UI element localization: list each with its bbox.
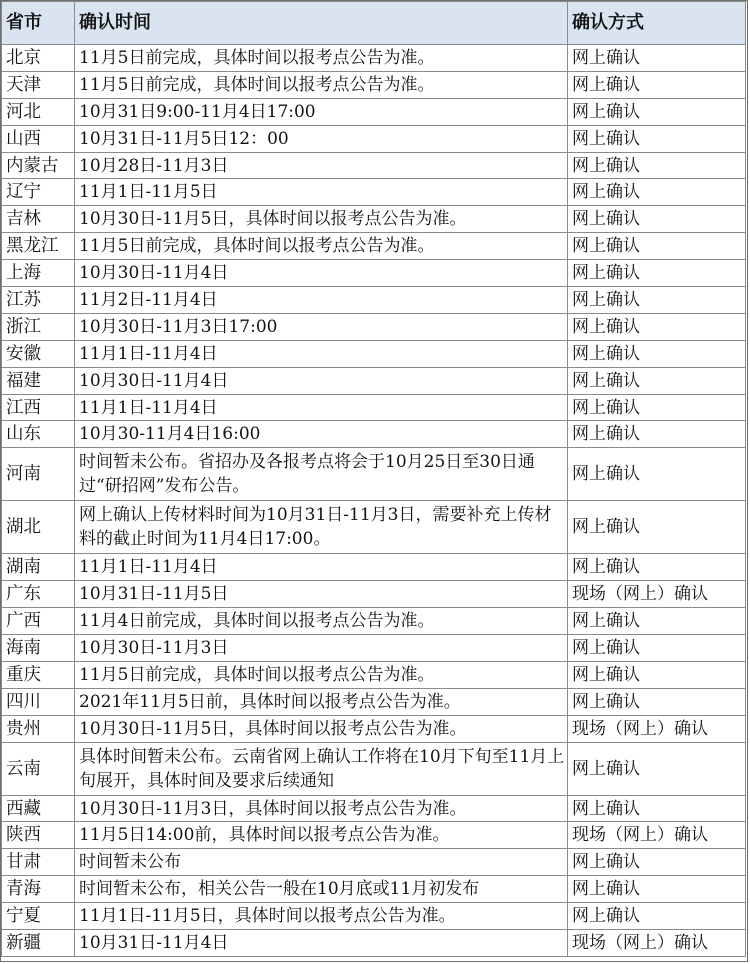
- province-cell: 陕西: [2, 822, 75, 849]
- province-cell: 福建: [2, 367, 75, 394]
- province-cell: 内蒙古: [2, 152, 75, 179]
- province-cell: 广东: [2, 581, 75, 608]
- province-cell: 宁夏: [2, 903, 75, 930]
- table-row: [2, 260, 746, 287]
- confirm-method-cell: 网上确认: [568, 448, 746, 501]
- province-cell: 天津: [2, 71, 75, 98]
- province-cell: 吉林: [2, 206, 75, 233]
- confirm-method-cell: 网上确认: [568, 742, 746, 795]
- confirm-time-cell: 11月5日前完成，具体时间以报考点公告为准。: [75, 661, 568, 688]
- confirm-time-cell: 10月30日-11月4日: [75, 260, 568, 287]
- province-cell: 重庆: [2, 661, 75, 688]
- header-confirm-time: 确认时间: [75, 2, 568, 45]
- confirm-method-cell: 网上确认: [568, 394, 746, 421]
- table-row: [2, 98, 746, 125]
- table-row: [2, 581, 746, 608]
- table-row: [2, 849, 746, 876]
- province-cell: 海南: [2, 635, 75, 662]
- table-row: [2, 313, 746, 340]
- province-cell: 西藏: [2, 795, 75, 822]
- table-row: [2, 822, 746, 849]
- confirm-time-cell: 10月28日-11月3日: [75, 152, 568, 179]
- confirm-method-cell: 网上确认: [568, 152, 746, 179]
- table-row: [2, 421, 746, 448]
- table-row: [2, 152, 746, 179]
- province-cell: 湖北: [2, 501, 75, 554]
- table-row: [2, 501, 746, 554]
- confirm-method-cell: 网上确认: [568, 849, 746, 876]
- confirm-method-cell: 网上确认: [568, 233, 746, 260]
- table-row: [2, 340, 746, 367]
- confirm-time-cell: 时间暂未公布: [75, 849, 568, 876]
- confirm-method-cell: 现场（网上）确认: [568, 822, 746, 849]
- province-cell: 浙江: [2, 313, 75, 340]
- province-cell: 河北: [2, 98, 75, 125]
- table-row: [2, 608, 746, 635]
- confirm-time-cell: 11月1日-11月5日，具体时间以报考点公告为准。: [75, 903, 568, 930]
- confirm-time-cell: 10月30日-11月5日，具体时间以报考点公告为准。: [75, 715, 568, 742]
- province-cell: 云南: [2, 742, 75, 795]
- confirm-time-cell: 时间暂未公布，相关公告一般在10月底或11月初发布: [75, 876, 568, 903]
- province-cell: 北京: [2, 45, 75, 72]
- table-row: [2, 930, 746, 957]
- confirm-time-cell: 10月31日-11月5日12：00: [75, 125, 568, 152]
- table-row: [2, 367, 746, 394]
- table-row: [2, 179, 746, 206]
- province-cell: 湖南: [2, 554, 75, 581]
- confirm-time-cell: 10月31日-11月4日: [75, 930, 568, 957]
- confirm-method-cell: 网上确认: [568, 125, 746, 152]
- province-cell: 江西: [2, 394, 75, 421]
- province-cell: 山西: [2, 125, 75, 152]
- table-row: [2, 448, 746, 501]
- province-cell: 山东: [2, 421, 75, 448]
- header-confirm-method: 确认方式: [568, 2, 746, 45]
- confirm-method-cell: 网上确认: [568, 876, 746, 903]
- confirm-time-cell: 11月1日-11月5日: [75, 179, 568, 206]
- confirm-method-cell: 现场（网上）确认: [568, 930, 746, 957]
- confirm-time-cell: 10月31日-11月5日: [75, 581, 568, 608]
- province-cell: 河南: [2, 448, 75, 501]
- table-row: [2, 45, 746, 72]
- table-row: [2, 742, 746, 795]
- confirm-time-cell: 11月1日-11月4日: [75, 340, 568, 367]
- confirm-method-cell: 网上确认: [568, 608, 746, 635]
- confirm-method-cell: 网上确认: [568, 903, 746, 930]
- confirm-time-cell: 10月31日9:00-11月4日17:00: [75, 98, 568, 125]
- province-cell: 辽宁: [2, 179, 75, 206]
- confirm-method-cell: 网上确认: [568, 661, 746, 688]
- province-cell: 四川: [2, 688, 75, 715]
- confirm-time-cell: 10月30-11月4日16:00: [75, 421, 568, 448]
- confirm-method-cell: 网上确认: [568, 179, 746, 206]
- confirm-method-cell: 网上确认: [568, 313, 746, 340]
- confirm-method-cell: 现场（网上）确认: [568, 715, 746, 742]
- confirm-time-cell: 10月30日-11月3日17:00: [75, 313, 568, 340]
- table-row: [2, 795, 746, 822]
- confirm-time-cell: 11月5日14:00前，具体时间以报考点公告为准。: [75, 822, 568, 849]
- table-row: [2, 715, 746, 742]
- header-row: [2, 2, 746, 45]
- province-cell: 安徽: [2, 340, 75, 367]
- table-row: [2, 688, 746, 715]
- confirm-method-cell: 网上确认: [568, 795, 746, 822]
- confirm-time-cell: 11月1日-11月4日: [75, 394, 568, 421]
- table-row: [2, 394, 746, 421]
- confirm-time-cell: 11月4日前完成，具体时间以报考点公告为准。: [75, 608, 568, 635]
- confirm-method-cell: 网上确认: [568, 71, 746, 98]
- province-cell: 黑龙江: [2, 233, 75, 260]
- confirm-time-cell: 10月30日-11月4日: [75, 367, 568, 394]
- confirm-time-cell: 10月30日-11月5日，具体时间以报考点公告为准。: [75, 206, 568, 233]
- table-row: [2, 287, 746, 314]
- confirm-time-cell: 11月2日-11月4日: [75, 287, 568, 314]
- province-cell: 广西: [2, 608, 75, 635]
- confirm-method-cell: 网上确认: [568, 635, 746, 662]
- confirmation-schedule-table: [1, 1, 746, 957]
- table-row: [2, 125, 746, 152]
- confirm-method-cell: 网上确认: [568, 287, 746, 314]
- province-cell: 上海: [2, 260, 75, 287]
- confirm-method-cell: 网上确认: [568, 501, 746, 554]
- confirm-time-cell: 网上确认上传材料时间为10月31日-11月3日，需要补充上传材料的截止时间为11月4日17:00。: [75, 501, 568, 554]
- confirm-method-cell: 网上确认: [568, 260, 746, 287]
- table-row: [2, 233, 746, 260]
- table-row: [2, 635, 746, 662]
- province-cell: 贵州: [2, 715, 75, 742]
- table-row: [2, 554, 746, 581]
- province-cell: 新疆: [2, 930, 75, 957]
- confirm-time-cell: 2021年11月5日前，具体时间以报考点公告为准。: [75, 688, 568, 715]
- confirm-method-cell: 网上确认: [568, 340, 746, 367]
- table-row: [2, 71, 746, 98]
- table-row: [2, 876, 746, 903]
- confirm-method-cell: 网上确认: [568, 98, 746, 125]
- confirm-method-cell: 网上确认: [568, 206, 746, 233]
- confirm-time-cell: 11月5日前完成，具体时间以报考点公告为准。: [75, 45, 568, 72]
- confirm-method-cell: 网上确认: [568, 688, 746, 715]
- header-province: 省市: [2, 2, 75, 45]
- confirm-method-cell: 现场（网上）确认: [568, 581, 746, 608]
- confirm-time-cell: 10月30日-11月3日: [75, 635, 568, 662]
- province-cell: 甘肃: [2, 849, 75, 876]
- confirm-method-cell: 网上确认: [568, 554, 746, 581]
- confirm-method-cell: 网上确认: [568, 421, 746, 448]
- confirm-time-cell: 11月1日-11月4日: [75, 554, 568, 581]
- confirm-time-cell: 时间暂未公布。省招办及各报考点将会于10月25日至30日通过“研招网”发布公告。: [75, 448, 568, 501]
- province-cell: 江苏: [2, 287, 75, 314]
- confirm-time-cell: 11月5日前完成，具体时间以报考点公告为准。: [75, 71, 568, 98]
- confirm-method-cell: 网上确认: [568, 367, 746, 394]
- province-cell: 青海: [2, 876, 75, 903]
- confirm-time-cell: 具体时间暂未公布。云南省网上确认工作将在10月下旬至11月上旬展开，具体时间及要求后续通知: [75, 742, 568, 795]
- table-row: [2, 206, 746, 233]
- confirm-time-cell: 11月5日前完成，具体时间以报考点公告为准。: [75, 233, 568, 260]
- confirm-method-cell: 网上确认: [568, 45, 746, 72]
- table-row: [2, 903, 746, 930]
- table-row: [2, 661, 746, 688]
- confirm-time-cell: 10月30日-11月3日，具体时间以报考点公告为准。: [75, 795, 568, 822]
